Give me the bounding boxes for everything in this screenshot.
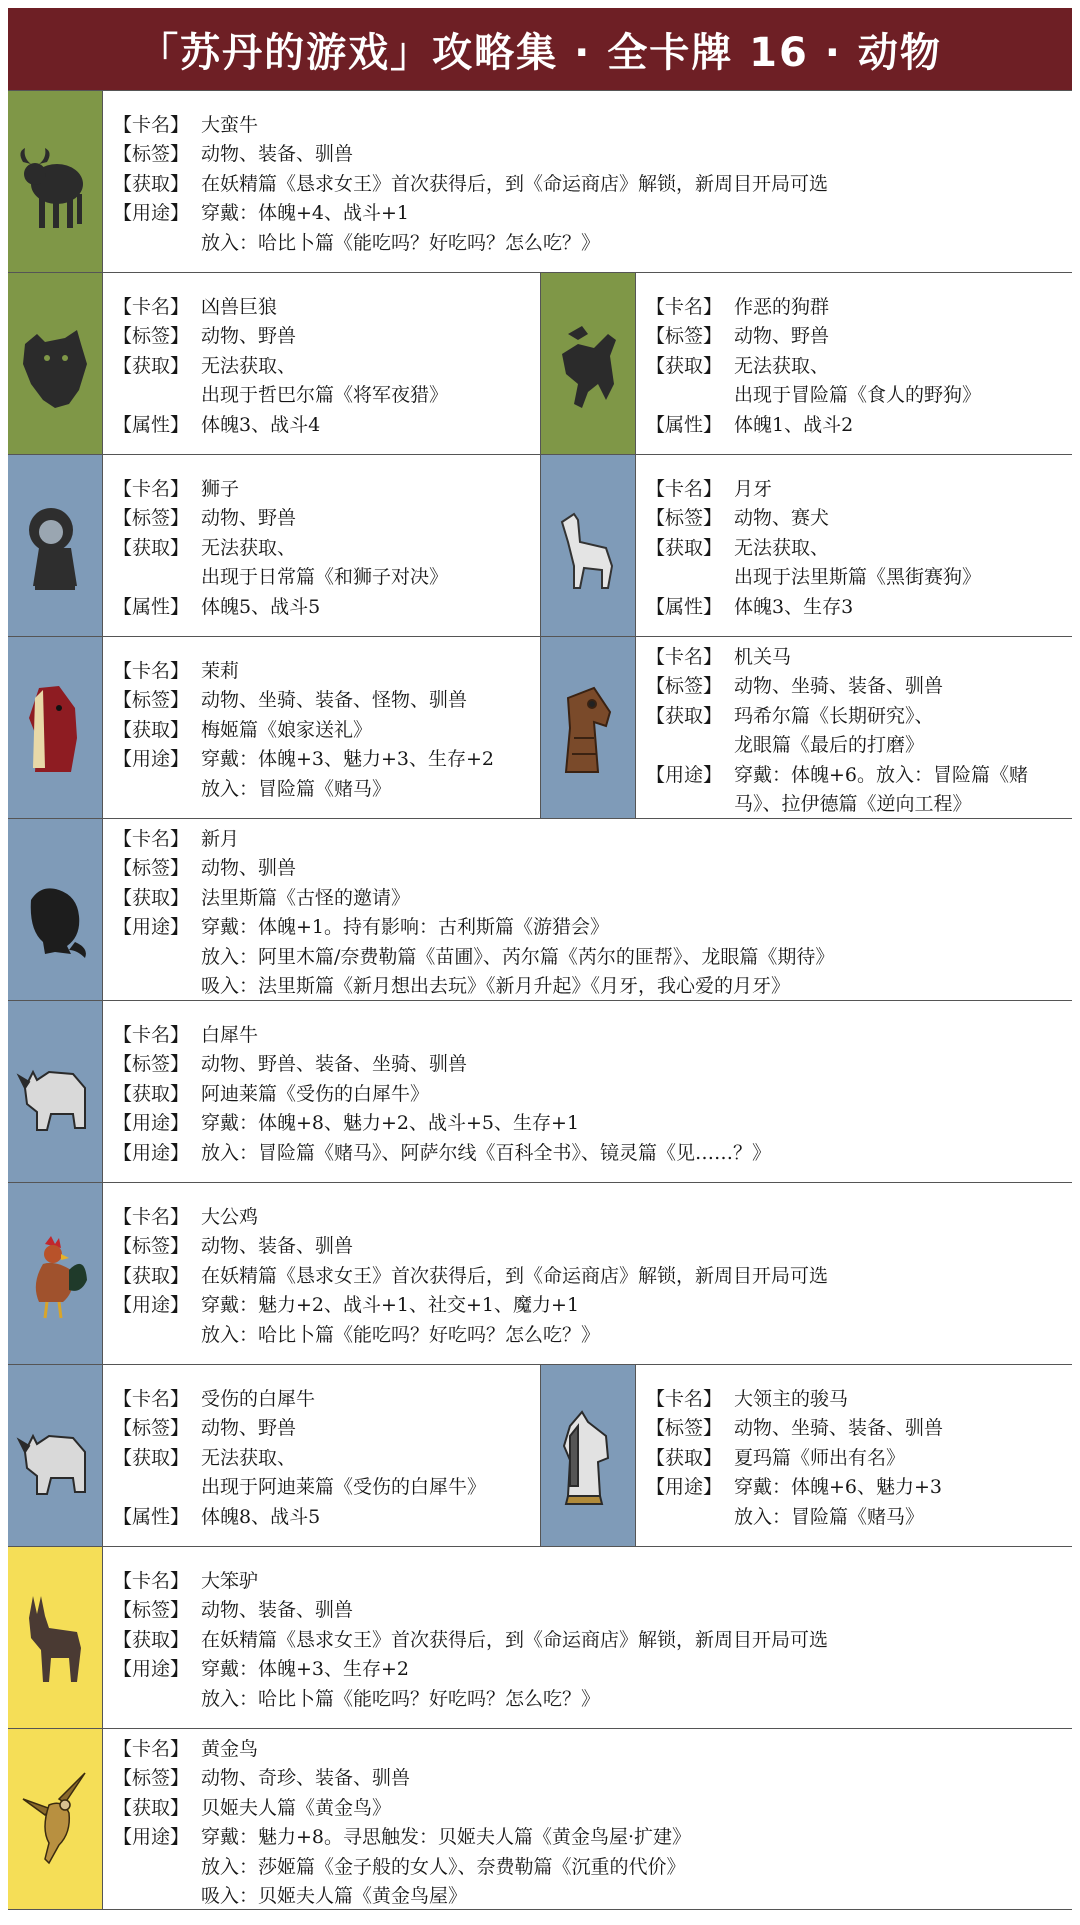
- card-obtain: 贝姬夫人篇《黄金鸟》: [201, 1796, 392, 1819]
- table-row: [8, 1000, 1072, 1182]
- card-text: [113, 1735, 1066, 1911]
- card-tags: 动物、奇珍、装备、驯兽: [201, 1767, 411, 1790]
- card-name: 月牙: [734, 478, 773, 500]
- black-panther-icon: [8, 819, 103, 1000]
- label-tag: 【标签】: [113, 689, 190, 712]
- label-name: 【卡名】: [646, 646, 723, 668]
- label-name: 【卡名】: [646, 478, 723, 500]
- red-horse-icon: [8, 637, 103, 818]
- label-use: 【用途】: [113, 748, 190, 771]
- label-tag: 【标签】: [113, 1599, 190, 1622]
- label-attr: 【属性】: [113, 595, 190, 618]
- card-rooster: [8, 1183, 1072, 1364]
- label-attr: 【属性】: [646, 595, 723, 618]
- label-use: 【用途】: [113, 1658, 190, 1681]
- card-obtain: 在妖精篇《恳求女王》首次获得后，到《命运商店》解锁，新周目开局可选: [201, 172, 829, 195]
- card-obtain: 龙眼篇《最后的打磨》: [734, 734, 925, 757]
- card-name: 作恶的狗群: [734, 296, 830, 318]
- rhino-icon: [8, 1001, 103, 1182]
- card-use: 放入：莎姬篇《金子般的女人》、奈费勒篇《沉重的代价》: [201, 1855, 686, 1878]
- card-attr: 体魄1、战斗2: [734, 413, 854, 436]
- label-name: 【卡名】: [646, 1388, 723, 1410]
- table-row: [8, 1364, 1072, 1546]
- card-text: [113, 1567, 1066, 1714]
- card-tags: 动物、野兽、装备、坐骑、驯兽: [201, 1053, 468, 1076]
- card-moontooth: [540, 455, 1072, 636]
- card-text: [646, 1385, 1066, 1532]
- label-use: 【用途】: [646, 1476, 723, 1499]
- label-name: 【卡名】: [113, 1388, 190, 1410]
- card-obtain: 阿迪莱篇《受伤的白犀牛》: [201, 1082, 430, 1105]
- label-tag: 【标签】: [113, 1767, 190, 1790]
- wooden-horse-icon: [541, 637, 636, 818]
- label-tag: 【标签】: [113, 1417, 190, 1440]
- table-row: [8, 272, 1072, 454]
- label-tag: 【标签】: [113, 1053, 190, 1076]
- card-text: [113, 111, 1066, 258]
- card-attr: 体魄3、生存3: [734, 595, 854, 618]
- label-use: 【用途】: [646, 763, 723, 786]
- wolf-icon: [8, 273, 103, 454]
- card-tags: 动物、坐骑、装备、怪物、驯兽: [201, 689, 468, 712]
- card-name: 机关马: [734, 646, 792, 668]
- label-name: 【卡名】: [113, 478, 190, 500]
- card-name: 茉莉: [201, 660, 240, 682]
- card-tags: 动物、驯兽: [201, 857, 297, 880]
- card-lordhorse: [540, 1365, 1072, 1546]
- label-name: 【卡名】: [113, 1570, 190, 1592]
- label-obtain: 【获取】: [646, 1446, 723, 1469]
- card-text: [646, 293, 1066, 440]
- card-wolf: [8, 273, 540, 454]
- card-name: 新月: [201, 828, 240, 850]
- card-obtain: 出现于日常篇《和狮子对决》: [201, 566, 449, 589]
- card-text: [113, 1021, 1066, 1168]
- table-row: [8, 1182, 1072, 1364]
- card-use: 放入：阿里木篇/奈费勒篇《苗圃》、芮尔篇《芮尔的匪帮》、龙眼篇《期待》: [201, 945, 835, 968]
- card-text: [113, 1203, 1066, 1350]
- card-text: [646, 643, 1066, 819]
- card-dogs: [540, 273, 1072, 454]
- label-obtain: 【获取】: [113, 1446, 190, 1469]
- card-tags: 动物、野兽: [201, 1417, 297, 1440]
- card-name: 受伤的白犀牛: [201, 1388, 316, 1410]
- card-tags: 动物、坐骑、装备、驯兽: [734, 1417, 944, 1440]
- label-use: 【用途】: [113, 1826, 190, 1849]
- card-use: 穿戴：体魄+6。放入：冒险篇《赌马》、拉伊德篇《逆向工程》: [734, 763, 1029, 816]
- card-obtain: 无法获取、: [201, 354, 297, 377]
- donkey-icon: [8, 1547, 103, 1728]
- label-tag: 【标签】: [646, 675, 723, 698]
- label-use: 【用途】: [113, 1294, 190, 1317]
- label-tag: 【标签】: [113, 325, 190, 348]
- card-tags: 动物、装备、驯兽: [201, 1235, 354, 1258]
- label-attr: 【属性】: [646, 413, 723, 436]
- card-tags: 动物、装备、驯兽: [201, 143, 354, 166]
- card-tags: 动物、野兽: [201, 507, 297, 530]
- card-use: 穿戴：体魄+6、魅力+3: [734, 1476, 943, 1499]
- card-use: 放入：冒险篇《赌马》: [734, 1505, 925, 1528]
- label-obtain: 【获取】: [646, 536, 723, 559]
- horse-head-icon: [541, 1365, 636, 1546]
- greyhound-icon: [541, 455, 636, 636]
- label-attr: 【属性】: [113, 413, 190, 436]
- card-obtain: 在妖精篇《恳求女王》首次获得后，到《命运商店》解锁，新周目开局可选: [201, 1264, 829, 1287]
- label-use: 【用途】: [113, 916, 190, 939]
- label-obtain: 【获取】: [113, 886, 190, 909]
- card-tags: 动物、坐骑、装备、驯兽: [734, 675, 944, 698]
- card-text: [113, 825, 1066, 1001]
- label-use: 【用途】: [113, 1112, 190, 1135]
- card-use: 吸入：法里斯篇《新月想出去玩》《新月升起》《月牙，我心爱的月牙》: [201, 975, 791, 998]
- card-name: 大公鸡: [201, 1206, 259, 1228]
- card-use: 穿戴：体魄+1。持有影响：古利斯篇《游猎会》: [201, 916, 610, 939]
- card-obtain: 法里斯篇《古怪的邀请》: [201, 886, 411, 909]
- card-text: [113, 1385, 534, 1532]
- card-goldbird: [8, 1729, 1072, 1909]
- card-attr: 体魄5、战斗5: [201, 595, 321, 618]
- table-row: [8, 1728, 1072, 1910]
- card-mechhorse: [540, 637, 1072, 818]
- card-name: 大领主的骏马: [734, 1388, 849, 1410]
- table-row: [8, 1546, 1072, 1728]
- card-obtain: 出现于法里斯篇《黑街赛狗》: [734, 566, 982, 589]
- card-attr: 体魄3、战斗4: [201, 413, 321, 436]
- card-use: 穿戴：体魄+3、生存+2: [201, 1658, 410, 1681]
- card-tags: 动物、赛犬: [734, 507, 830, 530]
- card-obtain: 出现于哲巴尔篇《将军夜猎》: [201, 384, 449, 407]
- label-attr: 【属性】: [113, 1505, 190, 1528]
- card-text: [113, 293, 534, 440]
- card-use: 放入：哈比卜篇《能吃吗？好吃吗？怎么吃？》: [201, 1323, 601, 1346]
- card-obtain: 无法获取、: [201, 536, 297, 559]
- label-name: 【卡名】: [646, 296, 723, 318]
- card-lion: [8, 455, 540, 636]
- label-use: 【用途】: [113, 1141, 190, 1164]
- lion-icon: [8, 455, 103, 636]
- table-row: [8, 454, 1072, 636]
- card-attr: 体魄8、战斗5: [201, 1505, 321, 1528]
- card-name: 凶兽巨狼: [201, 296, 278, 318]
- card-newmoon: [8, 819, 1072, 1000]
- dog-pack-icon: [541, 273, 636, 454]
- card-use: 放入：冒险篇《赌马》: [201, 777, 392, 800]
- card-text: [113, 657, 534, 804]
- buffalo-icon: [8, 91, 103, 272]
- label-name: 【卡名】: [113, 660, 190, 682]
- card-use: 穿戴：体魄+3、魅力+3、生存+2: [201, 748, 495, 771]
- table-row: [8, 90, 1072, 272]
- label-name: 【卡名】: [113, 114, 190, 136]
- label-name: 【卡名】: [113, 828, 190, 850]
- card-name: 黄金鸟: [201, 1738, 259, 1760]
- table-row: [8, 818, 1072, 1000]
- label-obtain: 【获取】: [646, 704, 723, 727]
- label-obtain: 【获取】: [113, 1082, 190, 1105]
- rhino-icon: [8, 1365, 103, 1546]
- card-donkey: [8, 1547, 1072, 1728]
- card-whiterhino: [8, 1001, 1072, 1182]
- page-title: 「苏丹的游戏」攻略集 · 全卡牌 16 · 动物: [8, 8, 1072, 90]
- card-use: 穿戴：魅力+2、战斗+1、社交+1、魔力+1: [201, 1294, 580, 1317]
- card-obtain: 玛希尔篇《长期研究》、: [734, 704, 934, 727]
- card-name: 白犀牛: [201, 1024, 259, 1046]
- card-jasmine: [8, 637, 540, 818]
- card-obtain: 无法获取、: [734, 354, 830, 377]
- card-use: 放入：哈比卜篇《能吃吗？好吃吗？怎么吃？》: [201, 1687, 601, 1710]
- label-obtain: 【获取】: [113, 354, 190, 377]
- card-tags: 动物、野兽: [734, 325, 830, 348]
- label-tag: 【标签】: [113, 507, 190, 530]
- card-name: 大蛮牛: [201, 114, 259, 136]
- label-obtain: 【获取】: [113, 1264, 190, 1287]
- card-table: [8, 90, 1072, 1910]
- table-row: [8, 636, 1072, 818]
- card-obtain: 无法获取、: [734, 536, 830, 559]
- label-obtain: 【获取】: [113, 172, 190, 195]
- label-tag: 【标签】: [646, 325, 723, 348]
- label-name: 【卡名】: [113, 1206, 190, 1228]
- card-use: 放入：哈比卜篇《能吃吗？好吃吗？怎么吃？》: [201, 231, 601, 254]
- card-buffalo: [8, 91, 1072, 272]
- card-name: 大笨驴: [201, 1570, 259, 1592]
- card-obtain: 梅姬篇《娘家送礼》: [201, 718, 373, 741]
- card-tags: 动物、装备、驯兽: [201, 1599, 354, 1622]
- label-obtain: 【获取】: [113, 1796, 190, 1819]
- label-obtain: 【获取】: [113, 1628, 190, 1651]
- card-obtain: 出现于冒险篇《食人的野狗》: [734, 384, 982, 407]
- card-tags: 动物、野兽: [201, 325, 297, 348]
- label-tag: 【标签】: [646, 1417, 723, 1440]
- card-text: [113, 475, 534, 622]
- card-obtain: 出现于阿迪莱篇《受伤的白犀牛》: [201, 1476, 487, 1499]
- card-use: 穿戴：魅力+8。寻思触发：贝姬夫人篇《黄金鸟屋·扩建》: [201, 1826, 692, 1849]
- eagle-icon: [8, 1729, 103, 1909]
- label-tag: 【标签】: [646, 507, 723, 530]
- label-name: 【卡名】: [113, 1738, 190, 1760]
- card-text: [646, 475, 1066, 622]
- label-obtain: 【获取】: [113, 718, 190, 741]
- card-use: 吸入：贝姬夫人篇《黄金鸟屋》: [201, 1885, 468, 1908]
- card-name: 狮子: [201, 478, 240, 500]
- card-use: 放入：冒险篇《赌马》、阿萨尔线《百科全书》、镜灵篇《见……？》: [201, 1141, 772, 1164]
- label-obtain: 【获取】: [646, 354, 723, 377]
- label-tag: 【标签】: [113, 143, 190, 166]
- rooster-icon: [8, 1183, 103, 1364]
- label-use: 【用途】: [113, 202, 190, 225]
- label-name: 【卡名】: [113, 1024, 190, 1046]
- card-use: 穿戴：体魄+8、魅力+2、战斗+5、生存+1: [201, 1112, 580, 1135]
- card-obtain: 无法获取、: [201, 1446, 297, 1469]
- label-obtain: 【获取】: [113, 536, 190, 559]
- label-tag: 【标签】: [113, 857, 190, 880]
- label-name: 【卡名】: [113, 296, 190, 318]
- label-tag: 【标签】: [113, 1235, 190, 1258]
- card-obtain: 夏玛篇《师出有名》: [734, 1446, 906, 1469]
- card-hurtrhino: [8, 1365, 540, 1546]
- card-obtain: 在妖精篇《恳求女王》首次获得后，到《命运商店》解锁，新周目开局可选: [201, 1628, 829, 1651]
- card-use: 穿戴：体魄+4、战斗+1: [201, 202, 410, 225]
